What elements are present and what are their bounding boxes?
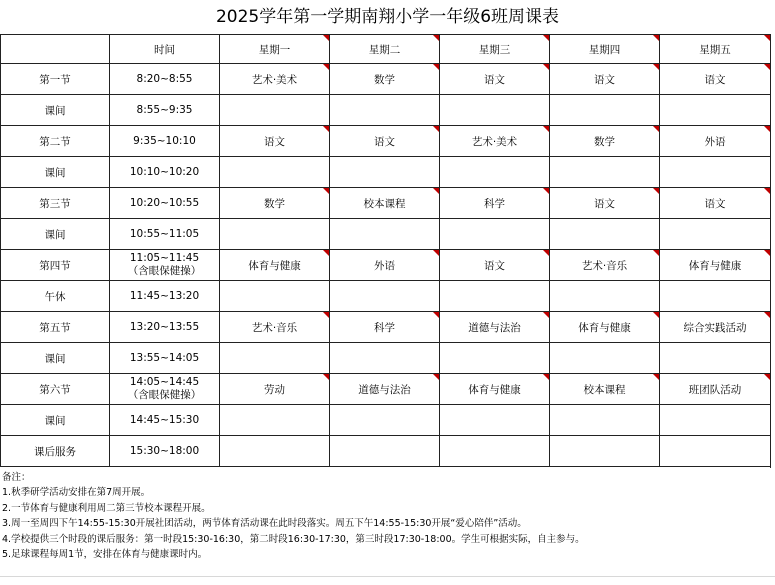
time-note: （含眼保健操） xyxy=(127,265,202,277)
subject-label: 语文 xyxy=(264,135,285,148)
table-row xyxy=(1,64,771,95)
header-day-label: 星期三 xyxy=(478,43,511,56)
comment-marker-icon xyxy=(543,64,549,70)
comment-marker-icon xyxy=(323,374,329,380)
subject-label: 校本课程 xyxy=(583,383,626,396)
subject-cell[interactable] xyxy=(440,126,550,157)
comment-marker-icon xyxy=(433,188,439,194)
subject-cell[interactable] xyxy=(440,157,550,188)
table-row xyxy=(1,157,771,188)
comment-marker-icon xyxy=(543,188,549,194)
comment-marker-icon xyxy=(323,312,329,318)
note-item: 1.秋季研学活动安排在第7周开展。 xyxy=(2,487,151,499)
subject-cell[interactable] xyxy=(550,64,660,95)
time-range: 14:05~14:45 xyxy=(129,376,200,388)
subject-label: 外语 xyxy=(374,259,395,272)
subject-cell[interactable] xyxy=(330,281,440,312)
comment-marker-icon xyxy=(543,374,549,380)
time-cell[interactable]: 9:35~10:10 xyxy=(110,126,220,157)
table-row xyxy=(1,281,771,312)
comment-marker-icon xyxy=(433,64,439,70)
subject-label: 外语 xyxy=(704,135,726,148)
time-cell[interactable]: 13:55~14:05 xyxy=(110,343,220,374)
subject-cell[interactable] xyxy=(550,126,660,157)
subject-label: 道德与法治 xyxy=(468,321,521,334)
subject-cell[interactable] xyxy=(440,405,550,436)
subject-cell[interactable] xyxy=(330,374,440,405)
subject-cell[interactable] xyxy=(220,126,330,157)
subject-cell[interactable] xyxy=(220,374,330,405)
subject-cell[interactable] xyxy=(330,157,440,188)
comment-marker-icon xyxy=(433,374,439,380)
subject-cell[interactable] xyxy=(440,95,550,126)
subject-cell[interactable] xyxy=(550,436,660,467)
comment-marker-icon xyxy=(653,126,659,132)
comment-marker-icon xyxy=(433,35,439,41)
header-day-label: 星期五 xyxy=(699,43,731,56)
header-day-monday[interactable] xyxy=(220,35,330,64)
period-label-cell[interactable]: 课间 xyxy=(1,95,110,126)
table-row xyxy=(1,250,771,281)
comment-marker-icon xyxy=(433,312,439,318)
subject-cell[interactable] xyxy=(660,281,771,312)
subject-cell[interactable] xyxy=(220,312,330,343)
comment-marker-icon xyxy=(433,250,439,256)
time-cell[interactable]: 11:45~13:20 xyxy=(110,281,220,312)
timetable-title: 2025学年第一学期南翔小学一年级6班周课表 xyxy=(215,7,560,27)
subject-cell[interactable] xyxy=(660,64,771,95)
comment-marker-icon xyxy=(323,64,329,70)
comment-marker-icon xyxy=(653,312,659,318)
comment-marker-icon xyxy=(653,188,659,194)
subject-cell[interactable] xyxy=(220,157,330,188)
table-row xyxy=(1,436,771,467)
period-label-cell[interactable]: 第三节 xyxy=(1,188,110,219)
table-row xyxy=(1,188,771,219)
subject-label: 体育与健康 xyxy=(468,383,521,396)
period-label-cell[interactable]: 课间 xyxy=(1,405,110,436)
subject-label: 综合实践活动 xyxy=(683,321,747,334)
comment-marker-icon xyxy=(323,126,329,132)
subject-label: 科学 xyxy=(374,321,395,334)
time-range: 11:05~11:45 xyxy=(129,252,200,264)
subject-cell[interactable] xyxy=(220,281,330,312)
subject-label: 班团队活动 xyxy=(688,383,742,396)
subject-cell[interactable] xyxy=(660,436,771,467)
subject-cell[interactable] xyxy=(550,188,660,219)
comment-marker-icon xyxy=(653,35,659,41)
subject-cell[interactable] xyxy=(330,343,440,374)
subject-cell[interactable] xyxy=(440,343,550,374)
subject-cell[interactable] xyxy=(660,95,771,126)
subject-label: 体育与健康 xyxy=(688,259,742,272)
period-label-cell[interactable]: 午休 xyxy=(1,281,110,312)
period-label-cell[interactable]: 课间 xyxy=(1,219,110,250)
comment-marker-icon xyxy=(543,35,549,41)
subject-label: 语文 xyxy=(484,73,505,86)
subject-cell[interactable] xyxy=(550,405,660,436)
subject-label: 数学 xyxy=(374,73,395,86)
subject-label: 语文 xyxy=(484,259,505,272)
subject-label: 艺术·音乐 xyxy=(581,259,628,272)
comment-marker-icon xyxy=(433,126,439,132)
comment-marker-icon xyxy=(543,250,549,256)
table-row xyxy=(1,219,771,250)
sheet-bottom-divider xyxy=(0,576,775,577)
subject-label: 科学 xyxy=(484,197,505,210)
period-label-cell[interactable]: 课后服务 xyxy=(1,436,110,467)
subject-label: 语文 xyxy=(594,197,615,210)
subject-cell[interactable] xyxy=(440,312,550,343)
subject-cell[interactable] xyxy=(330,250,440,281)
note-item: 5.足球课程每周1节，安排在体育与健康课时内。 xyxy=(2,549,208,561)
table-right-border xyxy=(770,34,771,468)
comment-marker-icon xyxy=(543,126,549,132)
subject-cell[interactable] xyxy=(660,250,771,281)
subject-cell[interactable] xyxy=(660,374,771,405)
period-label-cell[interactable]: 第五节 xyxy=(1,312,110,343)
subject-cell[interactable] xyxy=(550,312,660,343)
time-note: （含眼保健操） xyxy=(127,389,202,401)
subject-cell[interactable] xyxy=(220,188,330,219)
subject-label: 体育与健康 xyxy=(578,321,631,334)
subject-label: 语文 xyxy=(374,135,395,148)
subject-cell[interactable] xyxy=(330,95,440,126)
subject-cell[interactable] xyxy=(220,436,330,467)
notes-section xyxy=(2,470,585,562)
header-time[interactable]: 时间 xyxy=(110,35,220,64)
subject-cell[interactable] xyxy=(660,312,771,343)
subject-cell[interactable] xyxy=(440,188,550,219)
subject-cell[interactable] xyxy=(440,219,550,250)
subject-cell[interactable] xyxy=(550,281,660,312)
table-row xyxy=(1,126,771,157)
time-cell[interactable]: 13:20~13:55 xyxy=(110,312,220,343)
table-row xyxy=(1,374,771,405)
subject-label: 艺术·美术 xyxy=(251,73,298,86)
subject-cell[interactable] xyxy=(220,95,330,126)
subject-cell[interactable] xyxy=(440,281,550,312)
period-label-cell[interactable]: 第二节 xyxy=(1,126,110,157)
note-item: 4.学校提供三个时段的课后服务：第一时段15:30-16:30，第二时段16:30-17:30，第三时段17:30-18:00。学生可根据实际，自主参与。 xyxy=(2,533,585,545)
subject-label: 劳动 xyxy=(264,383,285,396)
subject-cell[interactable] xyxy=(550,343,660,374)
period-label-cell[interactable]: 第四节 xyxy=(1,250,110,281)
subject-cell[interactable] xyxy=(550,374,660,405)
comment-marker-icon xyxy=(653,250,659,256)
subject-cell[interactable] xyxy=(550,219,660,250)
subject-label: 校本课程 xyxy=(363,197,406,210)
subject-cell[interactable] xyxy=(330,219,440,250)
subject-cell[interactable] xyxy=(220,343,330,374)
subject-label: 艺术·音乐 xyxy=(251,321,298,334)
subject-label: 语文 xyxy=(594,73,615,86)
subject-cell[interactable] xyxy=(440,250,550,281)
time-cell[interactable]: 14:45~15:30 xyxy=(110,405,220,436)
notes-heading: 备注： xyxy=(2,472,31,483)
comment-marker-icon xyxy=(323,188,329,194)
header-day-wednesday[interactable] xyxy=(440,35,550,64)
header-blank-cell[interactable] xyxy=(1,35,110,64)
subject-cell[interactable] xyxy=(440,436,550,467)
header-day-tuesday[interactable] xyxy=(330,35,440,64)
subject-cell[interactable] xyxy=(220,219,330,250)
time-cell[interactable]: 10:20~10:55 xyxy=(110,188,220,219)
time-cell[interactable]: 10:10~10:20 xyxy=(110,157,220,188)
subject-cell[interactable] xyxy=(330,64,440,95)
period-label-cell[interactable]: 课间 xyxy=(1,157,110,188)
note-item: 3.周一至周四下午14:55-15:30开展社团活动，两节体育活动课在此时段落实。周五下午14:55-15:30开展“爱心陪伴”活动。 xyxy=(2,518,527,530)
subject-label: 道德与法治 xyxy=(358,383,411,396)
subject-cell[interactable] xyxy=(660,219,771,250)
time-cell[interactable]: 10:55~11:05 xyxy=(110,219,220,250)
subject-cell[interactable] xyxy=(550,157,660,188)
subject-cell[interactable] xyxy=(220,64,330,95)
period-label-cell[interactable]: 第一节 xyxy=(1,64,110,95)
table-row xyxy=(1,312,771,343)
time-cell[interactable]: 8:20~8:55 xyxy=(110,64,220,95)
comment-marker-icon xyxy=(323,250,329,256)
subject-label: 体育与健康 xyxy=(248,259,301,272)
subject-cell[interactable] xyxy=(330,312,440,343)
time-cell[interactable]: 8:55~9:35 xyxy=(110,95,220,126)
subject-cell[interactable] xyxy=(550,95,660,126)
subject-cell[interactable] xyxy=(550,250,660,281)
period-label-cell[interactable]: 课间 xyxy=(1,343,110,374)
comment-marker-icon xyxy=(323,35,329,41)
subject-cell[interactable] xyxy=(440,64,550,95)
header-row xyxy=(1,35,771,64)
subject-cell[interactable] xyxy=(660,126,771,157)
timetable-grid xyxy=(0,34,771,467)
subject-cell[interactable] xyxy=(220,250,330,281)
subject-label: 语文 xyxy=(704,197,726,210)
comment-marker-icon xyxy=(543,312,549,318)
header-day-label: 星期二 xyxy=(368,43,401,56)
subject-cell[interactable] xyxy=(330,188,440,219)
period-label-cell[interactable]: 第六节 xyxy=(1,374,110,405)
subject-label: 数学 xyxy=(594,135,615,148)
subject-label: 语文 xyxy=(704,73,726,86)
header-day-label: 星期一 xyxy=(258,43,291,56)
subject-label: 数学 xyxy=(264,197,285,210)
time-cell[interactable] xyxy=(110,250,220,281)
subject-cell[interactable] xyxy=(660,343,771,374)
note-item: 2.一节体育与健康利用周二第三节校本课程开展。 xyxy=(2,502,211,514)
time-cell[interactable] xyxy=(110,374,220,405)
table-row xyxy=(1,343,771,374)
header-day-friday[interactable] xyxy=(660,35,771,64)
comment-marker-icon xyxy=(653,64,659,70)
subject-cell[interactable] xyxy=(220,405,330,436)
subject-cell[interactable] xyxy=(330,436,440,467)
subject-cell[interactable] xyxy=(660,157,771,188)
subject-cell[interactable] xyxy=(440,374,550,405)
subject-cell[interactable] xyxy=(330,126,440,157)
subject-label: 艺术·美术 xyxy=(471,135,518,148)
subject-cell[interactable] xyxy=(330,405,440,436)
header-day-thursday[interactable] xyxy=(550,35,660,64)
table-row xyxy=(1,95,771,126)
time-cell[interactable]: 15:30~18:00 xyxy=(110,436,220,467)
subject-cell[interactable] xyxy=(660,188,771,219)
table-row xyxy=(1,405,771,436)
comment-marker-icon xyxy=(653,374,659,380)
subject-cell[interactable] xyxy=(660,405,771,436)
header-day-label: 星期四 xyxy=(588,43,621,56)
